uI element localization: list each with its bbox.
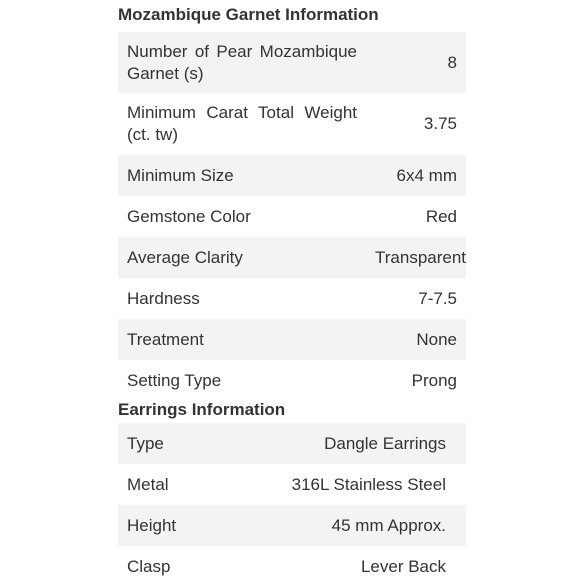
earrings-info-section <box>118 399 466 580</box>
row-label: Minimum Size <box>118 155 366 196</box>
row-label: Average Clarity <box>118 237 366 278</box>
table-row <box>118 423 466 464</box>
row-label: Metal <box>118 464 256 505</box>
row-value: 6x4 mm <box>366 155 466 196</box>
row-value: 3.75 <box>366 93 466 155</box>
row-value: None <box>366 319 466 360</box>
table-row <box>118 93 466 155</box>
row-label: Height <box>118 505 256 546</box>
garnet-info-title: Mozambique Garnet Information <box>118 5 379 24</box>
table-row <box>118 278 466 319</box>
row-value: 45 mm Approx. <box>256 505 466 546</box>
row-value: Prong <box>366 360 466 401</box>
table-row <box>118 319 466 360</box>
earrings-info-title: Earrings Information <box>118 400 286 419</box>
table-row <box>118 360 466 401</box>
row-label: Clasp <box>118 546 256 580</box>
row-value: 8 <box>366 32 466 93</box>
row-label: Gemstone Color <box>118 196 366 237</box>
garnet-info-section <box>118 4 466 401</box>
table-row <box>118 546 466 580</box>
table-row <box>118 237 466 278</box>
row-value: Red <box>366 196 466 237</box>
row-label: Hardness <box>118 278 366 319</box>
table-row <box>118 196 466 237</box>
row-value: Lever Back <box>256 546 466 580</box>
table-row <box>118 155 466 196</box>
row-label: Treatment <box>118 319 366 360</box>
earrings-info-table <box>118 423 466 580</box>
row-value: 7-7.5 <box>366 278 466 319</box>
row-value: Transparent <box>366 237 466 278</box>
row-value: 316L Stainless Steel <box>256 464 466 505</box>
table-row <box>118 505 466 546</box>
table-row <box>118 464 466 505</box>
row-label: Minimum Carat Total Weight (ct. tw) <box>118 93 366 155</box>
row-label: Setting Type <box>118 360 366 401</box>
row-label: Type <box>118 423 256 464</box>
row-value: Dangle Earrings <box>256 423 466 464</box>
row-label: Number of Pear Mozambique Garnet (s) <box>118 32 366 93</box>
table-row <box>118 32 466 93</box>
garnet-info-table <box>118 32 466 401</box>
